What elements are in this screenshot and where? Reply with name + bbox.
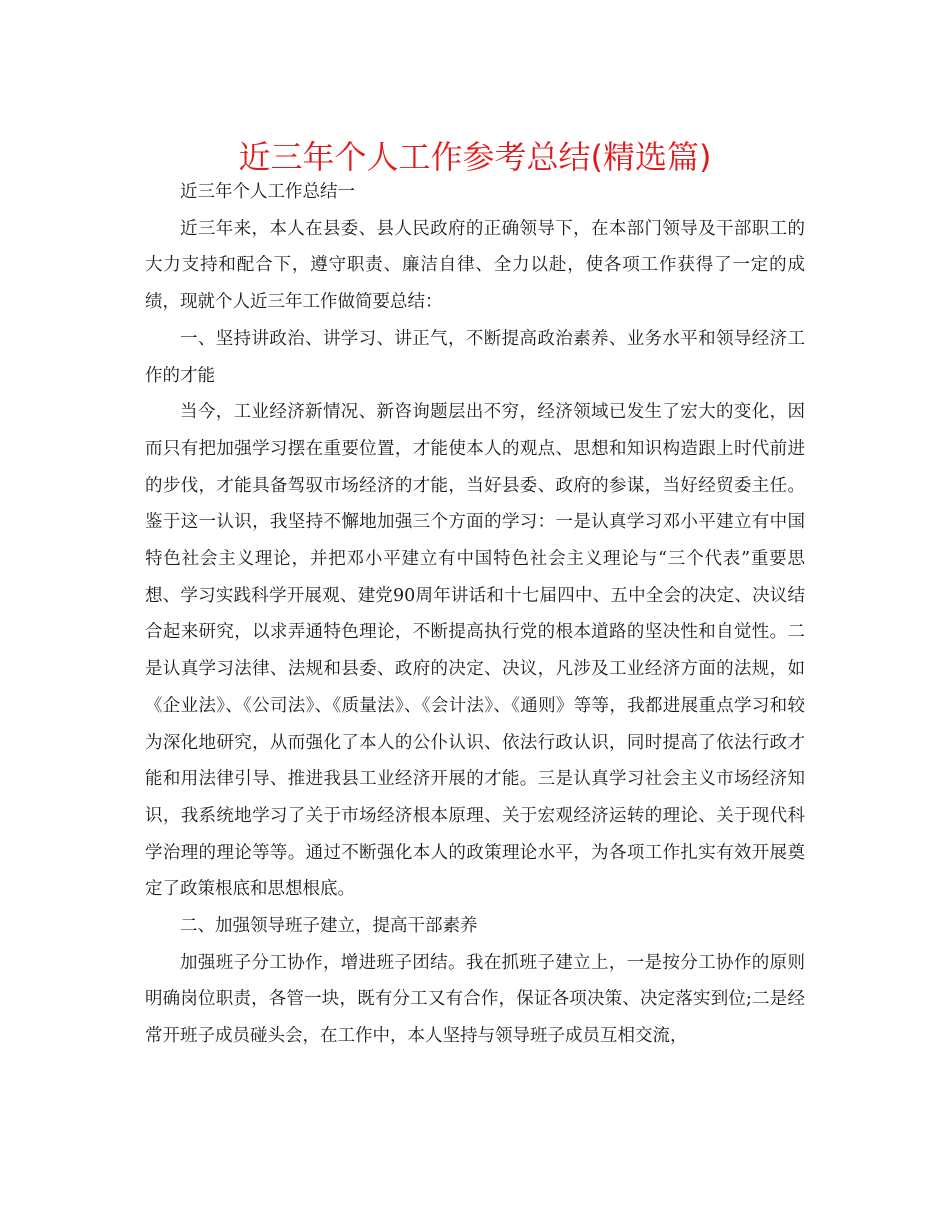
body-paragraph: 加强班子分工协作，增进班子团结。我在抓班子建立上，一是按分工协作的原则明确岗位职责，各管一块，既有分工又有合作，保证各项决策、决定落实到位;二是经常开班子成员碰头会，在工作中，本人坚持与领导班子成员互相交流，: [145, 952, 805, 1047]
section-heading: 近三年个人工作总结一: [180, 182, 355, 202]
section-heading: 二、加强领导班子建立，提高干部素养: [180, 916, 478, 937]
body-paragraph: 近三年来，本人在县委、县人民政府的正确领导下，在本部门领导及干部职工的大力支持和配合下，遵守职责、廉洁自律、全力以赴，使各项工作获得了一定的成绩，现就个人近三年工作做简要总结：: [145, 218, 805, 313]
section-heading: 一、坚持讲政治、讲学习、讲正气，不断提高政治素养、业务水平和领导经济工作的才能: [145, 328, 805, 386]
document-title: 近三年个人工作参考总结(精选篇): [238, 138, 712, 176]
body-paragraph: 当今，工业经济新情况、新咨询题层出不穷，经济领域已发生了宏大的变化，因而只有把加强学习摆在重要位置，才能使本人的观点、思想和知识构造跟上时代前进的步伐，才能具备驾驭市场经济的才能，当好县委、政府的参谋，当好经贸委主任。鉴于这一认识，我坚持不懈地加强三个方面的学习：一是认真学习邓小平建立有中国特色社会主义理论，并把邓小平建立有中国特色社会主义理论与“三个代表”重要思想、学习实践科学开展观、建党90周年讲话和十七届四中、五中全会的决定、决议结合起来研究，以求弄通特色理论，不断提高执行党的根本道路的坚决性和自觉性。二是认真学习法律、法规和县委、政府的决定、决议，凡涉及工业经济方面的法规，如《企业法》、《公司法》、《质量法》、《会计法》、《通则》等等，我都进展重点学习和较为深化地研究，从而强化了本人的公仆认识、依法行政认识，同时提高了依法行政才能和用法律引导、推进我县工业经济开展的才能。三是认真学习社会主义市场经济知识，我系统地学习了关于市场经济根本原理、关于宏观经济运转的理论、关于现代科学治理的理论等等。通过不断强化本人的政策理论水平，为各项工作扎实有效开展奠定了政策根底和思想根底。: [145, 402, 805, 900]
document-body: [145, 174, 805, 1055]
